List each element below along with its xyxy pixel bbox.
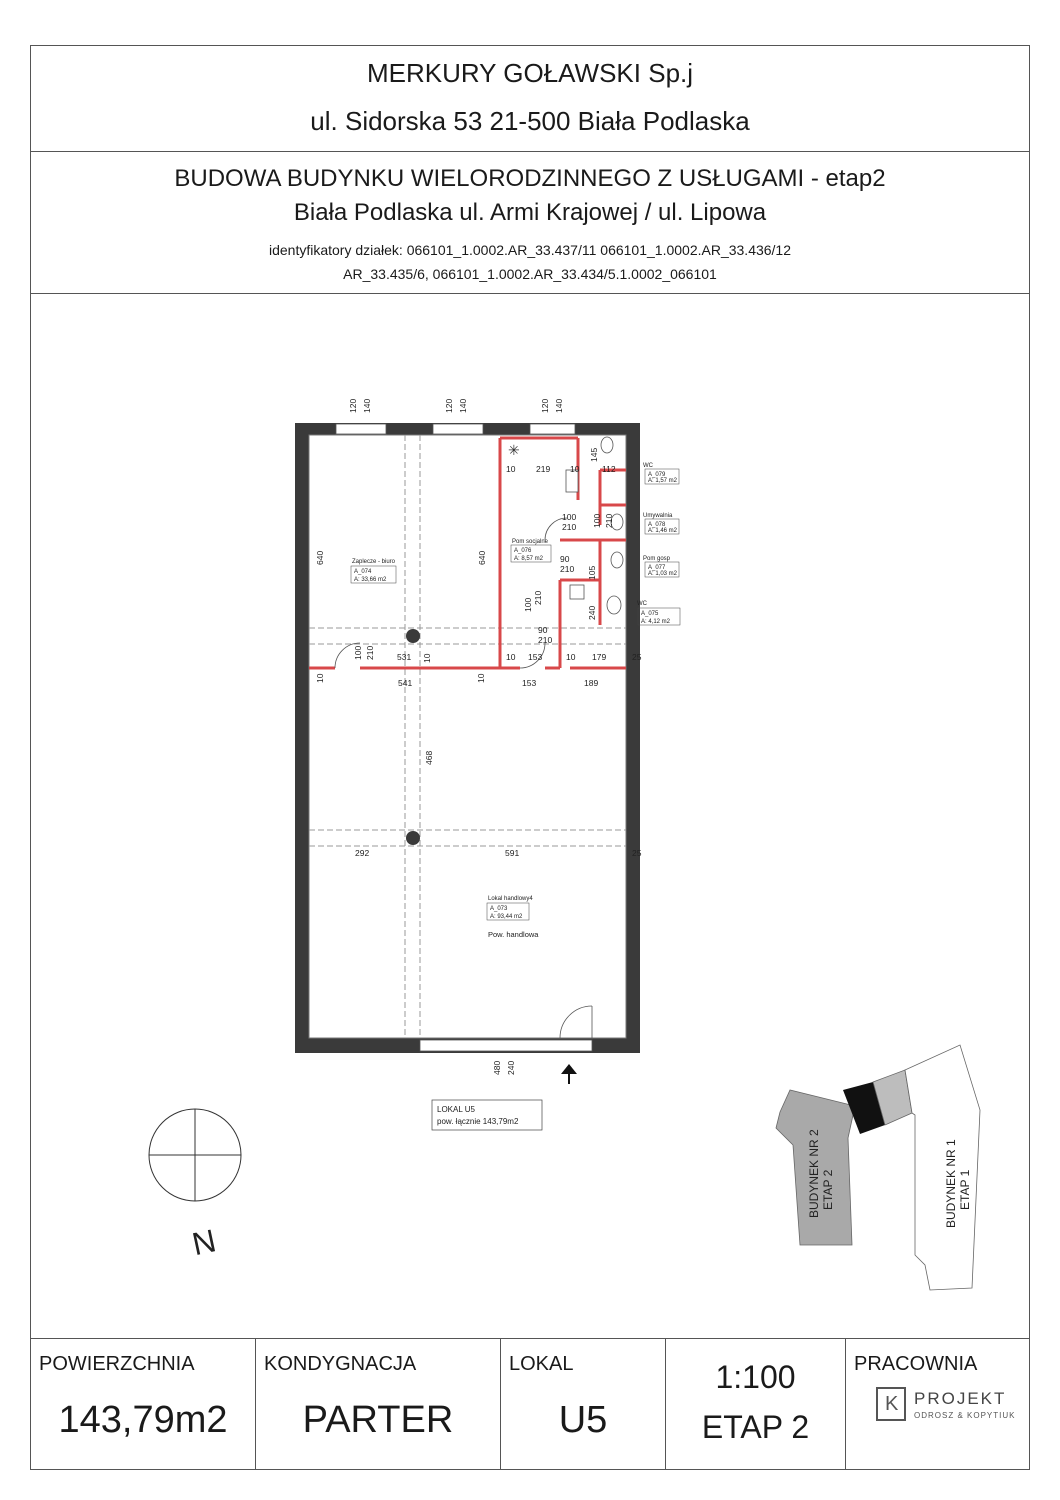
west-wall: [295, 423, 309, 1053]
dim: 153: [522, 678, 537, 688]
unit-label: LOKAL: [509, 1353, 574, 1375]
dim: 105: [587, 565, 597, 580]
building-2-label: BUDYNEK NR 2: [807, 1129, 821, 1218]
building-2-stage: ETAP 2: [821, 1169, 835, 1210]
unit-summary: [432, 1100, 542, 1130]
room-name: Pom socjalne: [512, 539, 549, 545]
room-area: A: 1,57 m2: [648, 478, 678, 484]
north-arrow-icon: [149, 1109, 241, 1201]
logo-mark-icon: K: [876, 1387, 906, 1421]
dim: 219: [536, 464, 551, 474]
site-plan: [776, 1045, 980, 1290]
room-id: A_075: [641, 611, 659, 617]
area-label: POWIERZCHNIA: [39, 1353, 195, 1375]
windows: [336, 424, 592, 1051]
room-name: WC: [643, 463, 653, 469]
room-washroom: [643, 513, 679, 534]
room-name: Umywalnia: [643, 513, 673, 519]
room-id: A_076: [514, 548, 532, 554]
dim: 189: [584, 678, 599, 688]
dim: 480: [492, 1060, 502, 1075]
floor-value: PARTER: [302, 1399, 454, 1441]
room-area: A: 1,46 m2: [648, 528, 678, 534]
company-address: ul. Sidorska 53 21-500 Biała Podlaska: [310, 106, 750, 136]
vent-icon: ✳: [508, 442, 520, 458]
company-name: MERKURY GOŁAWSKI Sp.j: [366, 58, 694, 88]
project-location: Biała Podlaska ul. Armi Krajowej / ul. Lipowa: [293, 199, 767, 226]
room-area: A: 4,12 m2: [641, 619, 671, 625]
dim: 10: [566, 652, 576, 662]
room-name: Zaplecze - biuro: [352, 559, 396, 565]
dim: 25: [632, 652, 642, 662]
entrance-door-swing: [560, 1006, 592, 1038]
dim: 640: [477, 550, 487, 565]
room-id: A_073: [490, 906, 508, 912]
dim: 10: [506, 652, 516, 662]
dim: 90: [560, 554, 570, 564]
room-name: WC: [637, 601, 647, 607]
entrance-arrow-icon: [561, 1064, 577, 1084]
dim: 292: [355, 848, 370, 858]
parcels-line-2: AR_33.435/6, 066101_1.0002.AR_33.434/5.1.0002_066101: [343, 266, 717, 282]
logo-name: PROJEKT: [914, 1389, 1007, 1408]
room-area: A: 93,44 m2: [490, 914, 523, 920]
area-value: 143,79m2: [58, 1399, 228, 1441]
dim: 100: [592, 513, 602, 528]
dim: 531: [397, 652, 412, 662]
room-name: Pom gosp: [643, 556, 671, 562]
dim: 153: [528, 652, 543, 662]
dim: 100: [353, 645, 363, 660]
dim: 640: [315, 550, 325, 565]
project-title: BUDOWA BUDYNKU WIELORODZINNEGO Z USŁUGAMI - etap2: [174, 165, 886, 192]
room-id: A_074: [354, 569, 372, 575]
dim: 210: [560, 564, 575, 574]
dim: 210: [365, 645, 375, 660]
sink-fixture: [611, 552, 623, 568]
room-id: A_077: [648, 565, 666, 571]
dim: 100: [523, 597, 533, 612]
room-wc-2: [637, 601, 680, 625]
dim: 140: [458, 398, 468, 413]
scale-value: 1:100: [715, 1359, 796, 1395]
unit-value: U5: [558, 1399, 608, 1441]
dim: 10: [315, 673, 325, 683]
unit-summary-area: pow. łącznie 143,79m2: [437, 1117, 519, 1126]
room-social: [511, 539, 551, 562]
room-retail: [487, 896, 539, 939]
window: [433, 424, 483, 434]
room-area: A: 33,66 m2: [354, 577, 387, 583]
dim: 120: [444, 398, 454, 413]
dim: 140: [554, 398, 564, 413]
dim: 120: [348, 398, 358, 413]
unit-summary-title: LOKAL U5: [437, 1105, 475, 1114]
dim: 210: [533, 590, 543, 605]
wc-fixture: [607, 596, 621, 614]
stage-value: ETAP 2: [701, 1409, 810, 1445]
dim: 210: [538, 635, 553, 645]
dim: 541: [398, 678, 413, 688]
dim: 10: [506, 464, 516, 474]
room-note: Pow. handlowa: [488, 930, 539, 939]
building-1-label: BUDYNEK NR 1: [944, 1139, 958, 1228]
dim: 140: [362, 398, 372, 413]
parcels-line-1: identyfikatory działek: 066101_1.0002.AR_33.437/11 066101_1.0002.AR_33.436/12: [268, 242, 792, 258]
shower-fixture: [570, 585, 584, 599]
structural-grid: [309, 435, 626, 1038]
dim: 112: [602, 464, 616, 474]
column: [406, 831, 420, 845]
dim: 100: [562, 512, 577, 522]
dim: 10: [476, 673, 486, 683]
column: [406, 629, 420, 643]
dim: 240: [587, 605, 597, 620]
dim: 210: [562, 522, 577, 532]
room-area: A: 8,57 m2: [514, 556, 544, 562]
wc-fixture: [601, 437, 613, 453]
window: [336, 424, 386, 434]
exterior-walls: [295, 423, 640, 1053]
inner-outline: [309, 435, 626, 1038]
studio-label: PRACOWNIA: [854, 1353, 978, 1375]
dim: 10: [570, 464, 580, 474]
entrance-glazing: [420, 1040, 592, 1051]
dim: 179: [592, 652, 607, 662]
dim: 120: [540, 398, 550, 413]
room-office: [351, 559, 396, 583]
north-label: N: [188, 1222, 220, 1263]
building-1-outline: [905, 1045, 980, 1290]
room-name: Lokal handlowy4: [488, 896, 533, 902]
dim: 145: [589, 447, 599, 462]
dimensions: [315, 399, 642, 1075]
room-area: A: 1,03 m2: [648, 571, 678, 577]
east-wall: [626, 423, 640, 1053]
window: [530, 424, 575, 434]
dim: 25: [632, 848, 642, 858]
room-id: A_078: [648, 522, 666, 528]
dim: 240: [506, 1060, 516, 1075]
room-wc-1: [643, 463, 679, 484]
floor-label: KONDYGNACJA: [264, 1353, 417, 1375]
doors: [335, 518, 592, 1038]
dim: 210: [604, 513, 614, 528]
room-id: A_079: [648, 472, 666, 478]
building-1-stage: ETAP 1: [958, 1169, 972, 1210]
logo-subtitle: ODROSZ & KOPYTIUK: [914, 1411, 1016, 1420]
dim: 90: [538, 625, 548, 635]
dim: 468: [424, 750, 434, 765]
room-utility: [643, 556, 679, 577]
dim: 591: [505, 848, 520, 858]
dim: 10: [422, 653, 432, 663]
